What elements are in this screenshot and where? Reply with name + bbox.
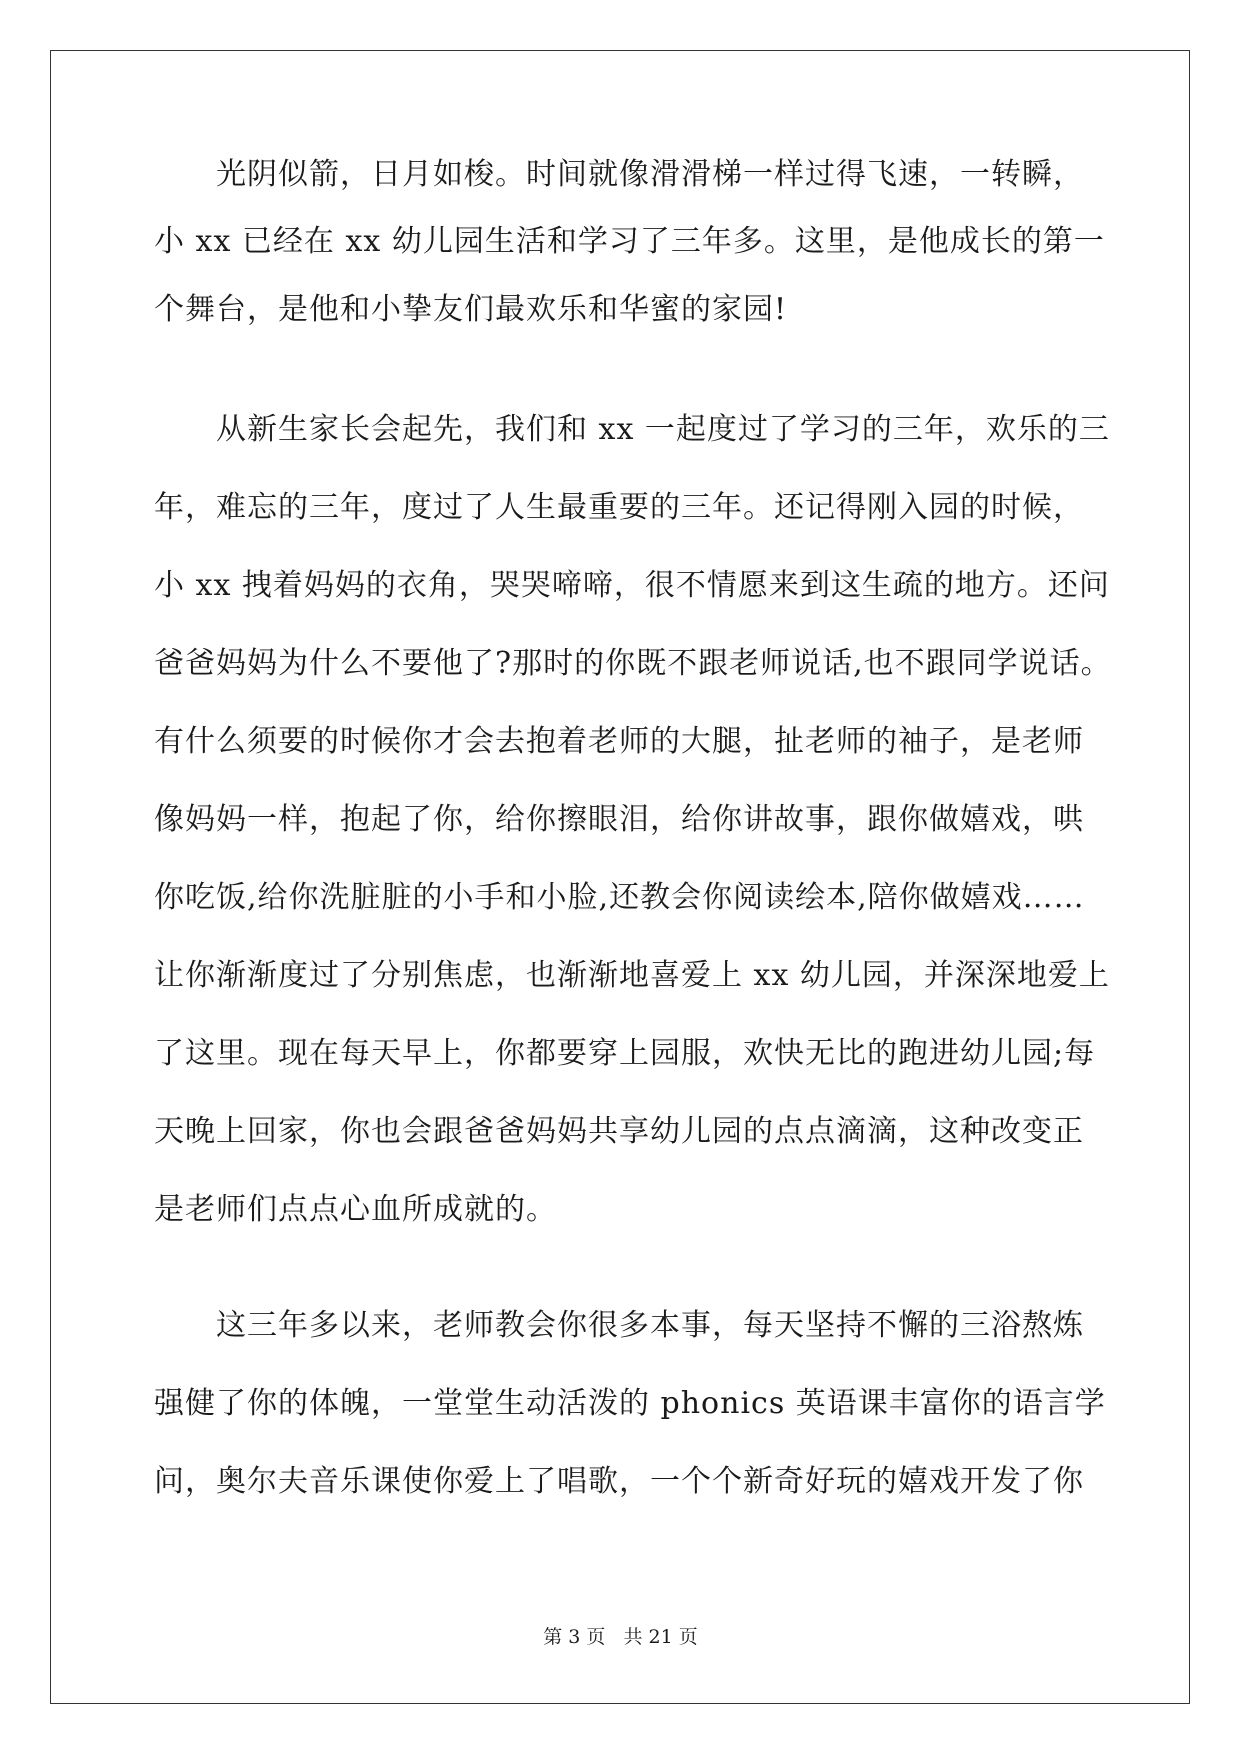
text-line: 这三年多以来，老师教会你很多本事，每天坚持不懈的三浴熬炼 <box>216 1308 1084 1343</box>
text-line: 了这里。现在每天早上，你都要穿上园服，欢快无比的跑进幼儿园;每 <box>154 1036 1096 1071</box>
page-footer <box>0 1622 1241 1649</box>
text-line: 小 xx 拽着妈妈的衣角，哭哭啼啼，很不情愿来到这生疏的地方。还问 <box>154 568 1110 603</box>
text-line: 问，奥尔夫音乐课使你爱上了唱歌，一个个新奇好玩的嬉戏开发了你 <box>154 1464 1084 1499</box>
text-line: 小 xx 已经在 xx 幼儿园生活和学习了三年多。这里，是他成长的第一 <box>154 224 1105 259</box>
text-line: 有什么须要的时候你才会去抱着老师的大腿，扯老师的袖子，是老师 <box>154 724 1084 759</box>
text-line: 像妈妈一样，抱起了你，给你擦眼泪，给你讲故事，跟你做嬉戏，哄 <box>154 802 1084 837</box>
text-line: 个舞台，是他和小挚友们最欢乐和华蜜的家园! <box>154 292 788 327</box>
text-line: 爸爸妈妈为什么不要他了?那时的你既不跟老师说话,也不跟同学说话。 <box>154 646 1112 681</box>
text-line: 强健了你的体魄，一堂堂生动活泼的 phonics 英语课丰富你的语言学 <box>154 1386 1106 1421</box>
text-line: 是老师们点点心血所成就的。 <box>154 1192 557 1227</box>
text-line: 光阴似箭，日月如梭。时间就像滑滑梯一样过得飞速，一转瞬， <box>216 157 1084 192</box>
text-line: 天晚上回家，你也会跟爸爸妈妈共享幼儿园的点点滴滴，这种改变正 <box>154 1114 1084 1149</box>
text-line: 你吃饭,给你洗脏脏的小手和小脸,还教会你阅读绘本,陪你做嬉戏…… <box>154 880 1085 915</box>
page-number: 第 3 页 <box>543 1626 606 1648</box>
text-line: 让你渐渐度过了分别焦虑，也渐渐地喜爱上 xx 幼儿园，并深深地爱上 <box>154 958 1110 993</box>
page-total: 共 21 页 <box>623 1626 698 1648</box>
text-line: 年，难忘的三年，度过了人生最重要的三年。还记得刚入园的时候， <box>154 490 1084 525</box>
text-line: 从新生家长会起先，我们和 xx 一起度过了学习的三年，欢乐的三 <box>216 412 1110 447</box>
